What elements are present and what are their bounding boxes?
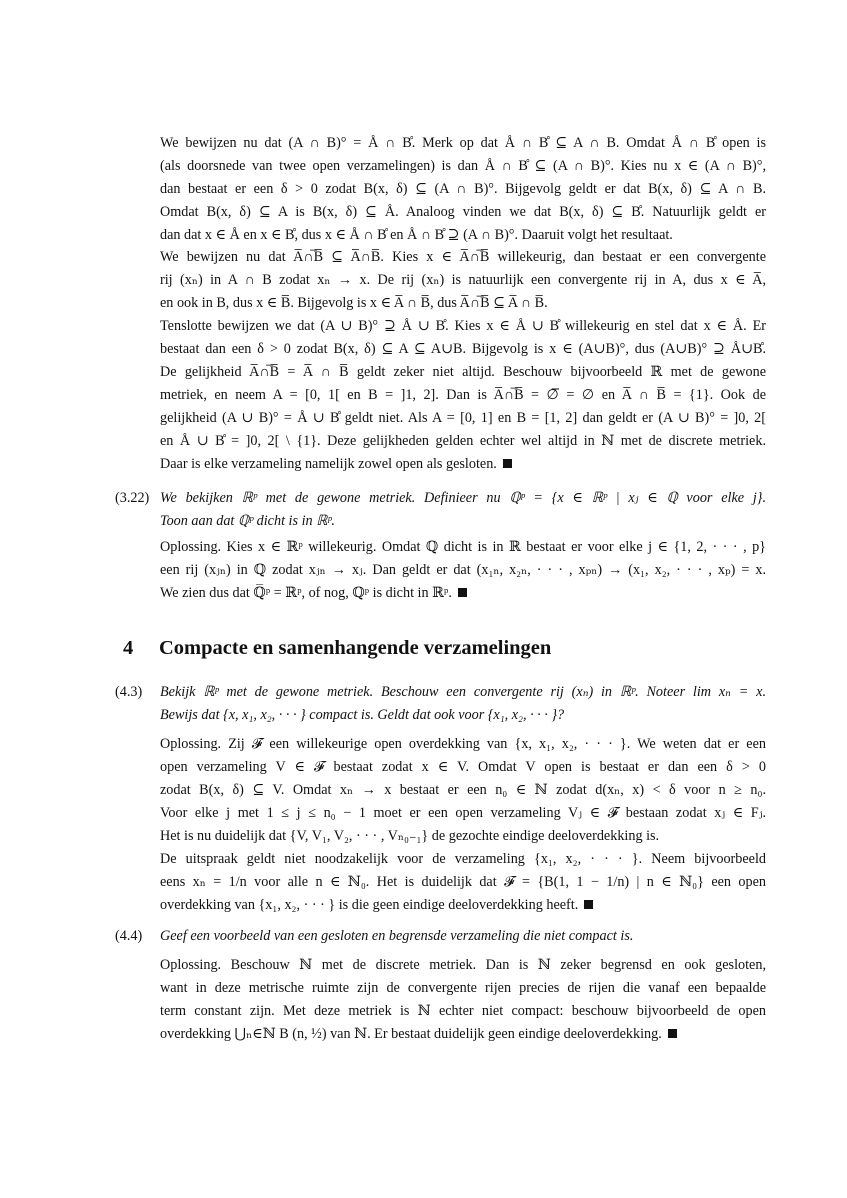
exercise-statement: Toon aan dat ℚᵖ dicht is in ℝᵖ.: [160, 513, 335, 529]
exercise-label: (3.22): [115, 490, 150, 506]
text-line: We bewijzen nu dat A̅∩̅B̅ ⊆ A̅∩B̅. Kies x ∈ A̅∩̅B̅ willekeurig, dan bestaat er een convergente: [160, 249, 766, 265]
qed-symbol: [503, 459, 512, 468]
solution-line: Oplossing. Kies x ∈ ℝᵖ willekeurig. Omdat ℚ dicht is in ℝ bestaat er voor elke j ∈ {1, 2, · · · , p}: [160, 539, 766, 555]
solution-line: Oplossing. Zij 𝓕 een willekeurige open overdekking van {x, x₁, x₂, · · · }. We weten dat er een: [160, 736, 766, 752]
text-line: metriek, en neem A = [0, 1[ en B = ]1, 2]. Dan is A̅∩̅B̅ = ∅̅ = ∅ en A̅ ∩ B̅ = {1}. Ook de: [160, 387, 766, 403]
text-line: bestaat dan een δ > 0 zodat B(x, δ) ⊆ A ⊆ A∪B. Bijgevolg is x ∈ (A∪B)°, dus (A∪B)° ⊇ Å∪B̊.: [160, 341, 766, 357]
text-line: en Å ∪ B̊ = ]0, 2[ \ {1}. Deze gelijkheden gelden echter wel altijd in ℕ met de discrete metriek.: [160, 433, 766, 449]
text-line: Omdat B(x, δ) ⊆ A is B(x, δ) ⊆ Å. Analoog vinden we dat B(x, δ) ⊆ B̊. Natuurlijk geldt er: [160, 204, 766, 220]
solution-line: Het is nu duidelijk dat {V, V₁, V₂, · · · , Vₙ₀₋₁} de gezochte eindige deeloverdekking is.: [160, 828, 660, 844]
text-line: (als doorsnede van twee open verzamelingen) is dan Å ∩ B̊ ⊆ (A ∩ B)°. Kies nu x ∈ (A ∩ B)°,: [160, 158, 766, 174]
exercise-statement: We bekijken ℝᵖ met de gewone metriek. Definieer nu ℚᵖ = {x ∈ ℝᵖ | xⱼ ∈ ℚ voor elke j}.: [160, 490, 766, 506]
solution-line-end: [160, 896, 766, 914]
solution-line: open verzameling V ∈ 𝓕 bestaat zodat x ∈ V. Omdat V open is bestaat er dan een δ > 0: [160, 759, 766, 775]
solution-line-end: [160, 584, 766, 602]
text-span: Daar is elke verzameling namelijk zowel open als gesloten.: [160, 456, 497, 472]
section-title: Compacte en samenhangende verzamelingen: [159, 637, 552, 659]
exercise-label: (4.3): [115, 684, 143, 700]
exercise-statement: Geef een voorbeeld van een gesloten en begrensde verzameling die niet compact is.: [160, 928, 634, 944]
solution-line: eens xₙ = 1/n voor alle n ∈ ℕ₀. Het is duidelijk dat 𝓕 = {B(1, 1 − 1/n) | n ∈ ℕ₀} een open: [160, 874, 766, 890]
exercise-statement: Bekijk ℝᵖ met de gewone metriek. Beschouw een convergente rij (xₙ) in ℝᵖ. Noteer lim xₙ = x.: [160, 684, 766, 700]
solution-line: zodat B(x, δ) ⊆ V. Omdat xₙ → x bestaat er een n₀ ∈ ℕ zodat d(xₙ, x) < δ voor n ≥ n₀.: [160, 782, 766, 798]
text-line-end: [160, 455, 766, 473]
text-span: overdekking van {x₁, x₂, · · · } is die geen eindige deeloverdekking heeft.: [160, 897, 579, 913]
section-number: 4: [123, 637, 134, 659]
text-span: We zien dus dat ℚ̅ᵖ = ℝᵖ, of nog, ℚᵖ is dicht in ℝᵖ.: [160, 585, 452, 601]
text-span: overdekking ⋃ₙ∈ℕ B (n, ½) van ℕ. Er bestaat duidelijk geen eindige deeloverdekking.: [160, 1026, 662, 1042]
qed-symbol: [668, 1029, 677, 1038]
exercise-statement: Bewijs dat {x, x₁, x₂, · · · } compact is. Geldt dat ook voor {x₁, x₂, · · · }?: [160, 707, 565, 723]
text-line: We bewijzen nu dat (A ∩ B)° = Å ∩ B̊. Merk op dat Å ∩ B̊ ⊆ A ∩ B. Omdat Å ∩ B̊ open is: [160, 135, 766, 151]
solution-line: Oplossing. Beschouw ℕ met de discrete metriek. Dan is ℕ zeker begrensd en ook gesloten,: [160, 957, 766, 973]
text-line: en ook in B, dus x ∈ B̅. Bijgevolg is x ∈ A̅ ∩ B̅, dus A̅∩̅B̅ ⊆ A̅ ∩ B̅.: [160, 295, 548, 311]
text-line: rij (xₙ) in A ∩ B zodat xₙ → x. De rij (xₙ) is natuurlijk een convergente rij in A, dus x ∈ A̅,: [160, 272, 766, 288]
solution-line: want in deze metrische ruimte zijn de convergente rijen precies de rijen die vanaf een bepaalde: [160, 980, 766, 996]
solution-line: term constant zijn. Met deze metriek is ℕ echter niet compact: beschouw bijvoorbeeld de open: [160, 1003, 766, 1019]
text-line: Tenslotte bewijzen we dat (A ∪ B)° ⊇ Å ∪ B̊. Kies x ∈ Å ∪ B̊ willekeurig en stel dat x ∈ Å. Er: [160, 318, 766, 334]
solution-line: De uitspraak geldt niet noodzakelijk voor de verzameling {x₁, x₂, · · · }. Neem bijvoorbeeld: [160, 851, 766, 867]
text-line: gelijkheid (A ∪ B)° = Å ∪ B̊ geldt niet. Als A = [0, 1] en B = [1, 2] dan geldt er (A ∪ B)° = ]0, 2[: [160, 410, 766, 426]
qed-symbol: [458, 588, 467, 597]
solution-line: Voor elke j met 1 ≤ j ≤ n₀ − 1 moet er een open verzameling Vⱼ ∈ 𝓕 bestaan zodat xⱼ ∈ Fⱼ.: [160, 805, 766, 821]
text-line: dan dat x ∈ Å en x ∈ B̊, dus x ∈ Å ∩ B̊ en Å ∩ B̊ ⊇ (A ∩ B)°. Daaruit volgt het resultaat.: [160, 227, 673, 243]
section-heading: [123, 635, 551, 661]
qed-symbol: [584, 900, 593, 909]
solution-line: een rij (xⱼₙ) in ℚ zodat xⱼₙ → xⱼ. Dan geldt er dat (x₁ₙ, x₂ₙ, · · · , xₚₙ) → (x₁, x₂, · · · , xₚ) = x.: [160, 562, 766, 578]
text-line: dan bestaat er een δ > 0 zodat B(x, δ) ⊆ (A ∩ B)°. Bijgevolg geldt er dat B(x, δ) ⊆ A ∩ B.: [160, 181, 766, 197]
exercise-label: (4.4): [115, 928, 143, 944]
text-line: De gelijkheid A̅∩̅B̅ = A̅ ∩ B̅ geldt zeker niet altijd. Beschouw bijvoorbeeld ℝ met de gewone: [160, 364, 766, 380]
solution-line-end: [160, 1025, 766, 1043]
